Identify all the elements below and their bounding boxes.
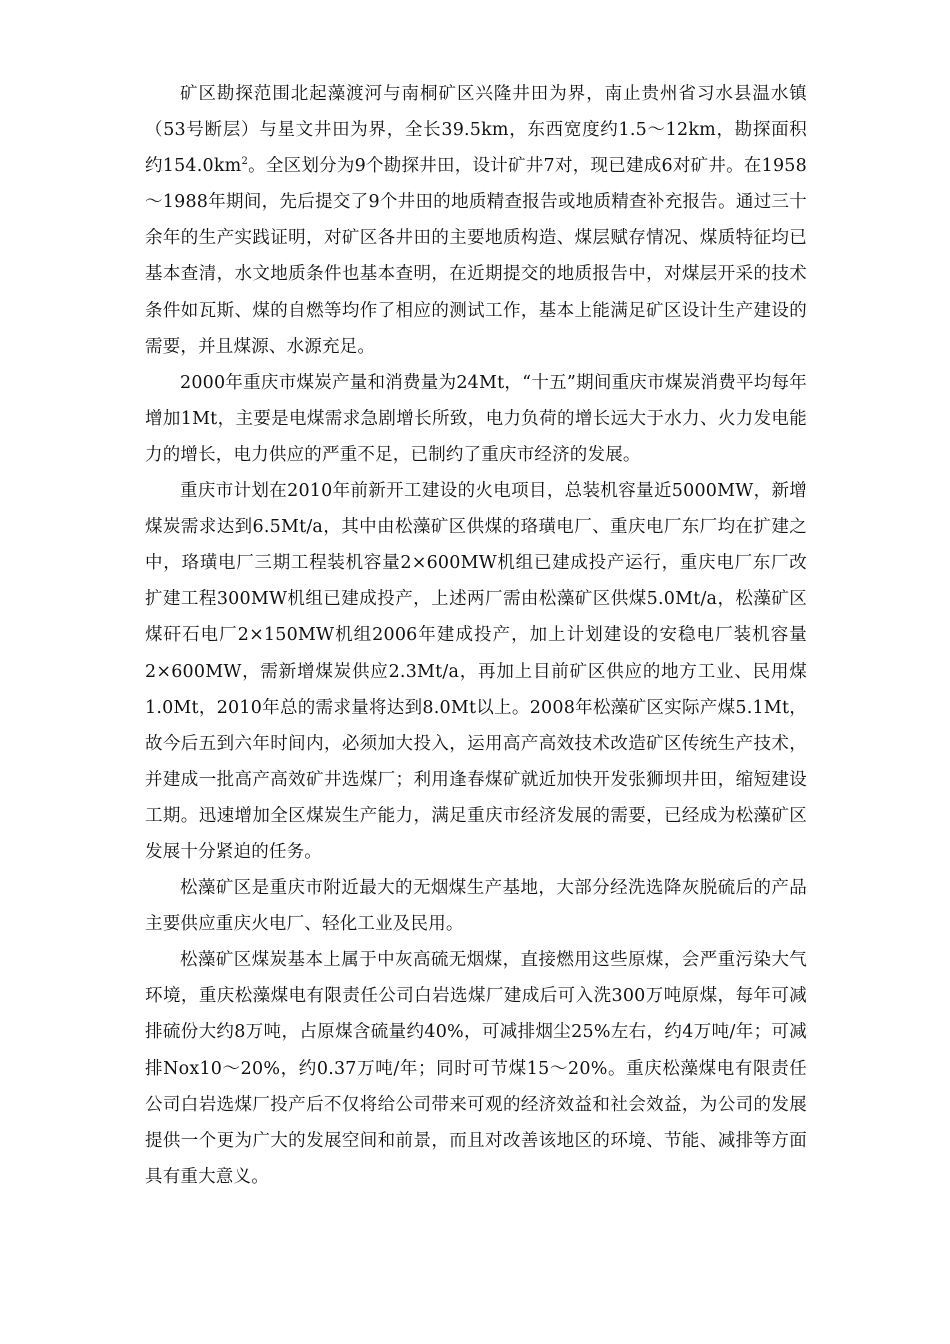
paragraph-survey-scope-part1: 矿区勘探范围北起藻渡河与南桐矿区兴隆井田为界，南止贵州省习水县温水镇（53号断层）与星文井田为界，全长39.5km，东西宽度约1.5～12km，勘探面积约154.0km (145, 84, 807, 177)
paragraph-survey-scope (145, 76, 807, 365)
paragraph-environmental-benefit: 松藻矿区煤炭基本上属于中灰高硫无烟煤，直接燃用这些原煤，会严重污染大气环境，重庆松藻煤电有限责任公司白岩选煤厂建成后可入洗300万吨原煤，每年可减排硫份大约8万吨，占原煤含硫量约40%，可减排烟尘25%左右，约4万吨/年；可减排Nox10～20%，约0.37万吨/年；同时可节煤15～20%。重庆松藻煤电有限责任公司白岩选煤厂投产后不仅将给公司带来可观的经济效益和社会效益，为公司的发展提供一个更为广大的发展空间和前景，而且对改善该地区的环境、节能、减排等方面具有重大意义。 (145, 950, 807, 1187)
superscript-square-unit: 2 (241, 156, 249, 168)
paragraph-anthracite-base: 松藻矿区是重庆市附近最大的无烟煤生产基地，大部分经洗选降灰脱硫后的产品主要供应重庆火电厂、轻化工业及民用。 (145, 878, 807, 935)
paragraph-power-projects: 重庆市计划在2010年前新开工建设的火电项目，总装机容量近5000MW，新增煤炭需求达到6.5Mt/a，其中由松藻矿区供煤的珞璜电厂、重庆电厂东厂均在扩建之中，珞璜电厂三期工程装机容量2×600MW机组已建成投产运行，重庆电厂东厂改扩建工程300MW机组已建成投产，上述两厂需由松藻矿区供煤5.0Mt/a，松藻矿区煤矸石电厂2×150MW机组2006年建成投产，加上计划建设的安稳电厂装机容量2×600MW，需新增煤炭供应2.3Mt/a，再加上目前矿区供应的地方工业、民用煤1.0Mt，2010年总的需求量将达到8.0Mt以上。2008年松藻矿区实际产煤5.1Mt，故今后五到六年时间内，必须加大投入，运用高产高效技术改造矿区传统生产技术，并建成一批高产高效矿井选煤厂；利用逢春煤矿就近加快开发张狮坝井田，缩短建设工期。迅速增加全区煤炭生产能力，满足重庆市经济发展的需要，已经成为松藻矿区发展十分紧迫的任务。 (145, 481, 807, 862)
paragraph-survey-scope-part2: 。全区划分为9个勘探井田，设计矿井7对，现已建成6对矿井。在1958～1988年期间，先后提交了9个井田的地质精查报告或地质精查补充报告。通过三十余年的生产实践证明，对矿区各井田的主要地质构造、煤层赋存情况、煤质特征均已基本查清，水文地质条件也基本查明，在近期提交的地质报告中，对煤层开采的技术条件如瓦斯、煤的自燃等均作了相应的测试工作，基本上能满足矿区设计生产建设的需要，并且煤源、水源充足。 (145, 156, 807, 357)
paragraph-coal-consumption: 2000年重庆市煤炭产量和消费量为24Mt，“十五”期间重庆市煤炭消费平均每年增加1Mt，主要是电煤需求急剧增长所致，电力负荷的增长远大于水力、火力发电能力的增长，电力供应的严重不足，已制约了重庆市经济的发展。 (145, 372, 807, 465)
body-text (145, 76, 807, 1195)
